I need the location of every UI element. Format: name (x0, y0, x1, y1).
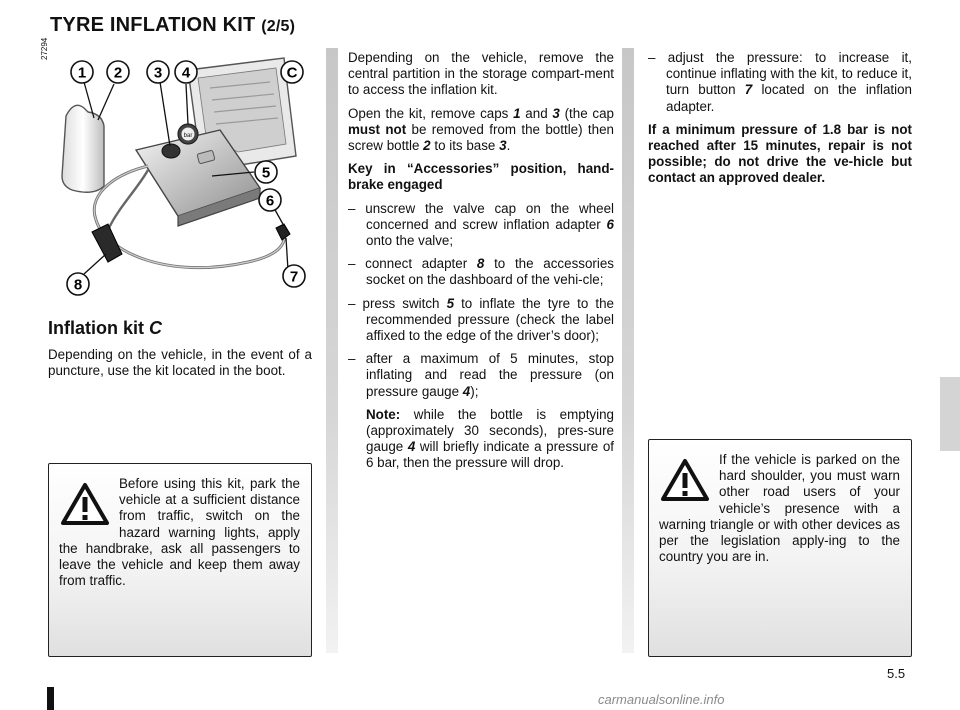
column-divider-right (622, 48, 634, 653)
callout-7: 7 (289, 268, 299, 286)
mid-paragraph-1: Depending on the vehicle, remove the central partition in the storage compart-ment to access the inflation kit. (348, 50, 614, 98)
column-divider-left (326, 48, 338, 653)
mid-list-item-2: – connect adapter 8 to the accessories socket on the dashboard of the vehi-cle; (348, 256, 614, 288)
warning-triangle-icon (661, 458, 709, 502)
callout-c: C (286, 64, 298, 82)
mid-list-item-1: – unscrew the valve cap on the wheel concerned and screw inflation adapter 6 onto the valve; (348, 200, 614, 249)
figure-code: 27294 (40, 37, 49, 60)
base-cap (162, 144, 180, 158)
warning-box-right (648, 439, 912, 657)
gauge-unit-label: bar (183, 133, 193, 139)
callout-5: 5 (261, 164, 271, 182)
section-heading-text: Inflation kit (48, 318, 144, 338)
accessory-plug (92, 224, 122, 262)
sealant-bottle (62, 105, 104, 192)
middle-column (348, 50, 614, 472)
mid-list-item-4: – after a maximum of 5 minutes, stop inflating and read the pressure (on pressure gauge 4); (348, 351, 614, 399)
callout-8: 8 (73, 276, 83, 294)
section-heading (48, 318, 162, 339)
intro-paragraph: Depending on the vehicle, in the event of a puncture, use the kit located in the boot. (48, 347, 312, 379)
callout-3: 3 (153, 64, 163, 82)
callout-2: 2 (113, 64, 123, 82)
page-edge-marker (47, 687, 54, 710)
left-column (48, 347, 312, 386)
inflation-kit-illustration (48, 48, 316, 300)
footer-watermark[interactable]: carmanualsonline.info (598, 692, 725, 707)
right-column (648, 50, 912, 194)
section-heading-letter: C (149, 318, 163, 338)
page-title-text: TYRE INFLATION KIT (50, 14, 256, 36)
warning-box-left (48, 463, 312, 657)
mid-note: Note: while the bottle is emptying (approximately 30 seconds), pres-sure gauge 4 will briefly indicate a pressure of 6 bar, then the pressure will drop. (366, 406, 614, 471)
mid-list-item-3: – press switch 5 to inflate the tyre to the recommended pressure (check the label affixed to the edge of the driver’s door); (348, 295, 614, 344)
warning-left-text: Before using this kit, park the vehicle at a sufficient distance from traffic, switch on the hazard warning lights, apply the handbrake, ask all passengers to leave the vehicle and keep them away from traffic. (59, 476, 300, 589)
right-list-item-1: – adjust the pressure: to increase it, continue inflating with the kit, to reduce it, turn button 7 located on the inflation adapter. (648, 50, 912, 114)
chapter-tab (940, 377, 960, 451)
page-title-part: (2/5) (261, 18, 296, 35)
callout-1: 1 (77, 64, 87, 82)
callout-6: 6 (265, 192, 275, 210)
mid-paragraph-2: Open the kit, remove caps 1 and 3 (the cap must not be removed from the bottle) then screw bottle 2 to its base 3. (348, 105, 614, 154)
valve-adapter (276, 224, 290, 240)
right-bold-paragraph: If a minimum pressure of 1.8 bar is not reached after 15 minutes, repair is not possible; do not drive the ve-hicle but contact an approved dealer. (648, 121, 912, 186)
warning-right-text: If the vehicle is parked on the hard shoulder, you must warn other road users of your vehicle’s presence with a warning triangle or with other devices as per the legislation apply-ing to the country you are in. (659, 452, 900, 565)
mid-paragraph-3: Key in “Accessories” position, hand-brake engaged (348, 161, 614, 193)
page-title (50, 14, 295, 37)
page-number: 5.5 (887, 666, 906, 681)
warning-triangle-icon (61, 482, 109, 526)
callout-4: 4 (181, 64, 191, 82)
